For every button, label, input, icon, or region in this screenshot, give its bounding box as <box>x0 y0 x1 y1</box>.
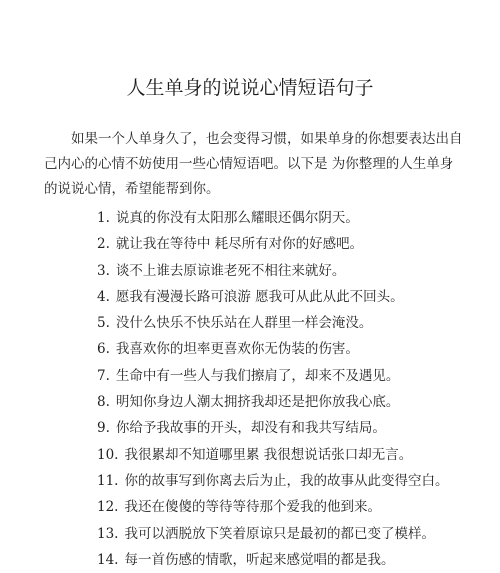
list-item-number: 11. <box>97 472 119 489</box>
list-item-number: 13. <box>97 525 119 542</box>
list-item-number: 5. <box>97 315 110 332</box>
list-item-number: 12. <box>97 499 119 516</box>
list-item <box>0 310 500 336</box>
list-item <box>0 205 500 231</box>
list-item-text: 明知你身边人潮太拥挤我却还是把你放我心底。 <box>115 394 400 411</box>
list-item-text: 愿我有漫漫长路可浪游 愿我可从此从此不回头。 <box>115 288 404 305</box>
list-item-text: 我喜欢你的坦率更喜欢你无伪装的伤害。 <box>115 341 359 358</box>
list-item <box>0 389 500 415</box>
article-title: 人生单身的说说心情短语句子 <box>126 77 374 99</box>
list-item-number: 1. <box>97 210 110 226</box>
list-item-text: 生命中有一些人与我们擦肩了，却来不及遇见。 <box>115 367 400 384</box>
list-item <box>0 415 500 441</box>
list-item-text: 我还在傻傻的等待等待那个爱我的他到来。 <box>124 499 381 516</box>
list-item-number: 2. <box>97 236 110 253</box>
list-item <box>0 442 500 468</box>
list-item <box>0 231 500 257</box>
list-item-number: 4. <box>97 288 110 305</box>
list-item-text: 每一首伤感的情歌，听起来感觉唱的都是我。 <box>124 551 395 568</box>
list-item-number: 14. <box>97 551 119 568</box>
list-item <box>0 363 500 389</box>
list-item-text: 谈不上谁去原谅谁老死不相往来就好。 <box>115 262 346 279</box>
article-intro: 如果一个人单身久了，也会变得习惯，如果单身的你想要表达出自己内心的心情不妨使用一些心情短语吧。以下是 为你整理的人生单身的说说心情，希望能帮到你。 <box>44 131 463 197</box>
quote-list <box>0 205 500 573</box>
list-item-number: 7. <box>97 367 110 384</box>
list-item <box>0 494 500 520</box>
list-item-number: 9. <box>97 420 110 437</box>
list-item-number: 3. <box>97 262 110 279</box>
list-item-text: 你给予我故事的开头，却没有和我共写结局。 <box>115 420 386 437</box>
list-item-text: 你的故事写到你离去后为止，我的故事从此变得空白。 <box>124 472 449 489</box>
list-item <box>0 468 500 494</box>
list-item <box>0 521 500 547</box>
list-item <box>0 284 500 310</box>
list-item-text: 我很累却不知道哪里累 我很想说话张口却无言。 <box>124 446 413 463</box>
list-item-number: 8. <box>97 394 110 411</box>
list-item-number: 10. <box>97 446 119 463</box>
list-item-text: 说真的你没有太阳那么耀眼还偶尔阴天。 <box>115 210 359 226</box>
list-item-text: 没什么快乐不快乐站在人群里一样会淹没。 <box>115 315 373 332</box>
list-item-number: 6. <box>97 341 110 358</box>
list-item <box>0 547 500 573</box>
list-item-text: 我可以洒脱放下笑着原谅只是最初的都已变了模样。 <box>124 525 435 542</box>
list-item <box>0 258 500 284</box>
list-item-text: 就让我在等待中 耗尽所有对你的好感吧。 <box>115 236 364 253</box>
list-item <box>0 336 500 362</box>
